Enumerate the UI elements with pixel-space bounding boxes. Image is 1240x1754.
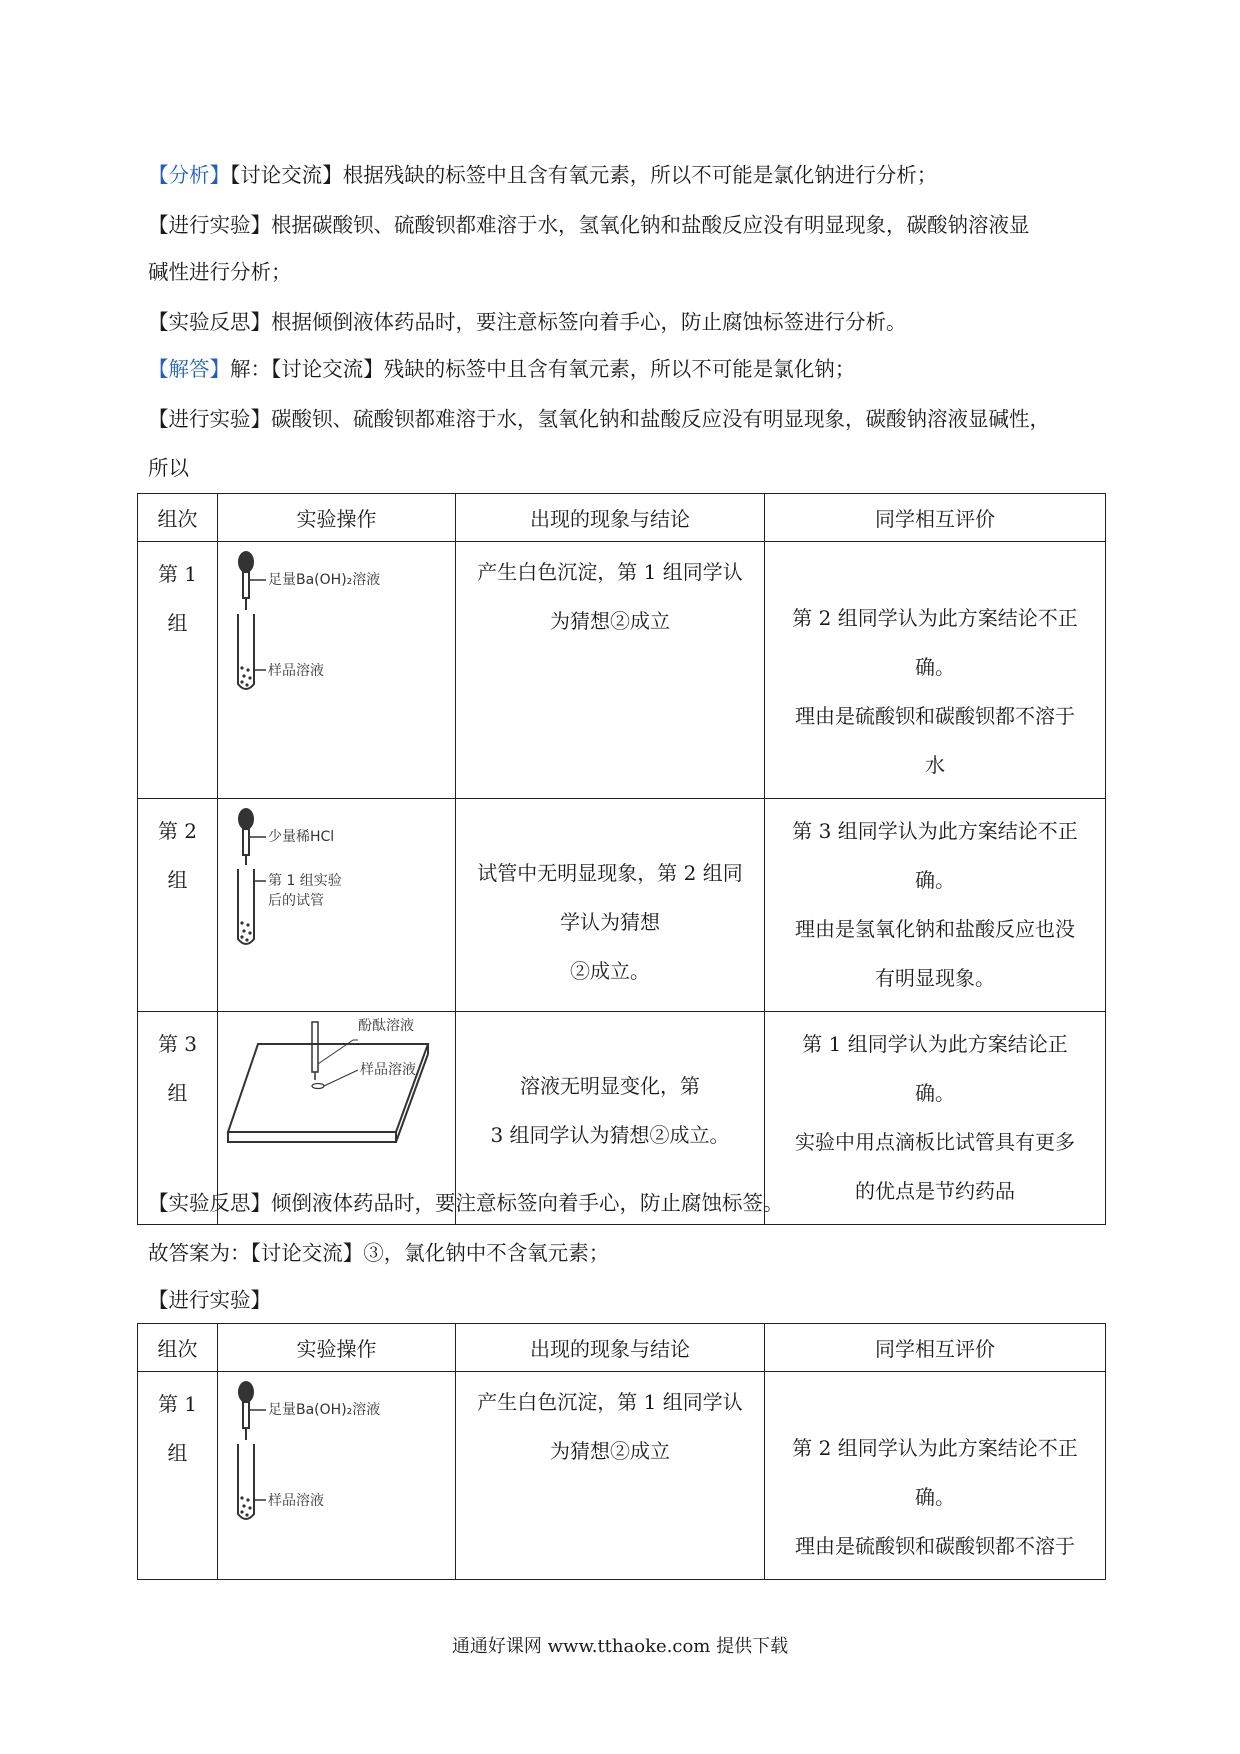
answer-tag: 【解答】: [148, 357, 230, 381]
spot-plate-diagram: [218, 1012, 454, 1202]
experiment-answer-line-1: 【进行实验】碳酸钡、硫酸钡都难溶于水，氢氧化钠和盐酸反应没有明显现象，碳酸钠溶液显碱性，: [148, 407, 1050, 431]
header-phenomenon: 出现的现象与结论: [456, 1324, 765, 1372]
group-suffix: 组: [167, 1441, 188, 1465]
experiment-answer-heading: 【进行实验】: [148, 1288, 271, 1312]
evaluation-line: 理由是硫酸钡和碳酸钡都不溶于: [795, 1534, 1075, 1558]
experiment-analysis-line-2: 碱性进行分析；: [148, 260, 292, 284]
final-answer-line: 故答案为：【讨论交流】③，氯化钠中不含氧元素；: [148, 1241, 610, 1265]
header-group: 组次: [138, 1324, 218, 1372]
dropper-test-tube-diagram: [218, 799, 454, 989]
phenomenon-line: 试管中无明显现象，第 2 组同: [477, 861, 743, 885]
evaluation-cell: [765, 542, 1106, 799]
phenomenon-line: 产生白色沉淀，第 1 组同学认: [477, 560, 743, 584]
table-row: [138, 1372, 1106, 1580]
table-header-row: [138, 1324, 1106, 1372]
phenomenon-line: 3 组同学认为猜想②成立。: [490, 1123, 730, 1147]
experiment-table-1: [137, 493, 1106, 1225]
group-number: 第 1: [157, 562, 198, 586]
phenomenon-cell: [456, 542, 765, 799]
experiment-table-2: [137, 1323, 1106, 1580]
evaluation-cell: [765, 799, 1106, 1012]
group-cell: [138, 1372, 218, 1580]
header-evaluation: 同学相互评价: [765, 494, 1106, 542]
group-suffix: 组: [167, 868, 188, 892]
header-group: 组次: [138, 494, 218, 542]
evaluation-line: 第 2 组同学认为此方案结论不正: [792, 606, 1078, 630]
reflection-answer: 【实验反思】倾倒液体药品时，要注意标签向着手心，防止腐蚀标签。: [148, 1191, 784, 1215]
tube-label-line-2: 后的试管: [268, 893, 324, 909]
evaluation-line: 实验中用点滴板比试管具有更多: [795, 1130, 1075, 1154]
phenomenon-line: 为猜想②成立: [550, 1439, 670, 1463]
evaluation-line: 有明显现象。: [875, 966, 995, 990]
phenomenon-line: ②成立。: [570, 959, 650, 983]
group-cell: [138, 542, 218, 799]
dropper-test-tube-diagram: [218, 1372, 454, 1562]
reagent-label: 足量Ba(OH)₂溶液: [268, 572, 381, 588]
analysis-tag: 【分析】: [148, 163, 230, 187]
operation-cell: [218, 799, 456, 1012]
phenomenon-line: 溶液无明显变化，第: [520, 1074, 700, 1098]
evaluation-line: 的优点是节约药品: [855, 1179, 1015, 1203]
evaluation-line: 理由是硫酸钡和碳酸钡都不溶于: [795, 704, 1075, 728]
group-cell: [138, 799, 218, 1012]
phenomenon-line: 为猜想②成立: [550, 609, 670, 633]
evaluation-line: 理由是氢氧化钠和盐酸反应也没: [795, 917, 1075, 941]
header-operation: 实验操作: [218, 494, 456, 542]
header-operation: 实验操作: [218, 1324, 456, 1372]
evaluation-line: 第 1 组同学认为此方案结论正: [802, 1032, 1068, 1056]
evaluation-line: 确。: [915, 655, 955, 679]
group-number: 第 3: [157, 1032, 198, 1056]
group-number: 第 1: [157, 1392, 198, 1416]
table-row: [138, 799, 1106, 1012]
evaluation-line: 第 2 组同学认为此方案结论不正: [792, 1436, 1078, 1460]
reflection-analysis: 【实验反思】根据倾倒液体药品时，要注意标签向着手心，防止腐蚀标签进行分析。: [148, 310, 907, 334]
sample-label: 样品溶液: [268, 1493, 324, 1509]
sample-label: 样品溶液: [360, 1062, 416, 1078]
evaluation-cell: [765, 1372, 1106, 1580]
phenomenon-line: 学认为猜想: [560, 910, 660, 934]
evaluation-line: 确。: [915, 868, 955, 892]
reagent-label: 少量稀HCl: [268, 829, 335, 845]
page-footer: 通通好课网 www.tthaoke.com 提供下载: [451, 1636, 789, 1657]
evaluation-line: 确。: [915, 1081, 955, 1105]
header-phenomenon: 出现的现象与结论: [456, 494, 765, 542]
phenomenon-cell: [456, 799, 765, 1012]
evaluation-line: 确。: [915, 1485, 955, 1509]
evaluation-line: 第 3 组同学认为此方案结论不正: [792, 819, 1078, 843]
sample-label: 样品溶液: [268, 663, 324, 679]
phenomenon-cell: [456, 1372, 765, 1580]
experiment-answer-line-2: 所以: [148, 456, 189, 480]
table-row: [138, 542, 1106, 799]
indicator-label: 酚酞溶液: [358, 1018, 414, 1034]
experiment-analysis-line-1: 【进行实验】根据碳酸钡、硫酸钡都难溶于水，氢氧化钠和盐酸反应没有明显现象，碳酸钠溶液显: [148, 213, 1030, 237]
group-suffix: 组: [167, 611, 188, 635]
dropper-test-tube-diagram: [218, 542, 454, 742]
group-suffix: 组: [167, 1081, 188, 1105]
answer-text: 解：【讨论交流】残缺的标签中且含有氧元素，所以不可能是氯化钠；: [230, 357, 856, 381]
operation-cell: [218, 1372, 456, 1580]
header-evaluation: 同学相互评价: [765, 1324, 1106, 1372]
evaluation-line: 水: [925, 753, 945, 777]
analysis-text: 【讨论交流】根据残缺的标签中且含有氧元素，所以不可能是氯化钠进行分析；: [230, 163, 938, 187]
answer-paragraph: [148, 356, 1108, 382]
group-number: 第 2: [157, 819, 198, 843]
reagent-label: 足量Ba(OH)₂溶液: [268, 1402, 381, 1418]
analysis-paragraph: [148, 162, 1108, 188]
tube-label-line-1: 第 1 组实验: [268, 873, 342, 889]
phenomenon-line: 产生白色沉淀，第 1 组同学认: [477, 1390, 743, 1414]
operation-cell: [218, 542, 456, 799]
table-header-row: [138, 494, 1106, 542]
